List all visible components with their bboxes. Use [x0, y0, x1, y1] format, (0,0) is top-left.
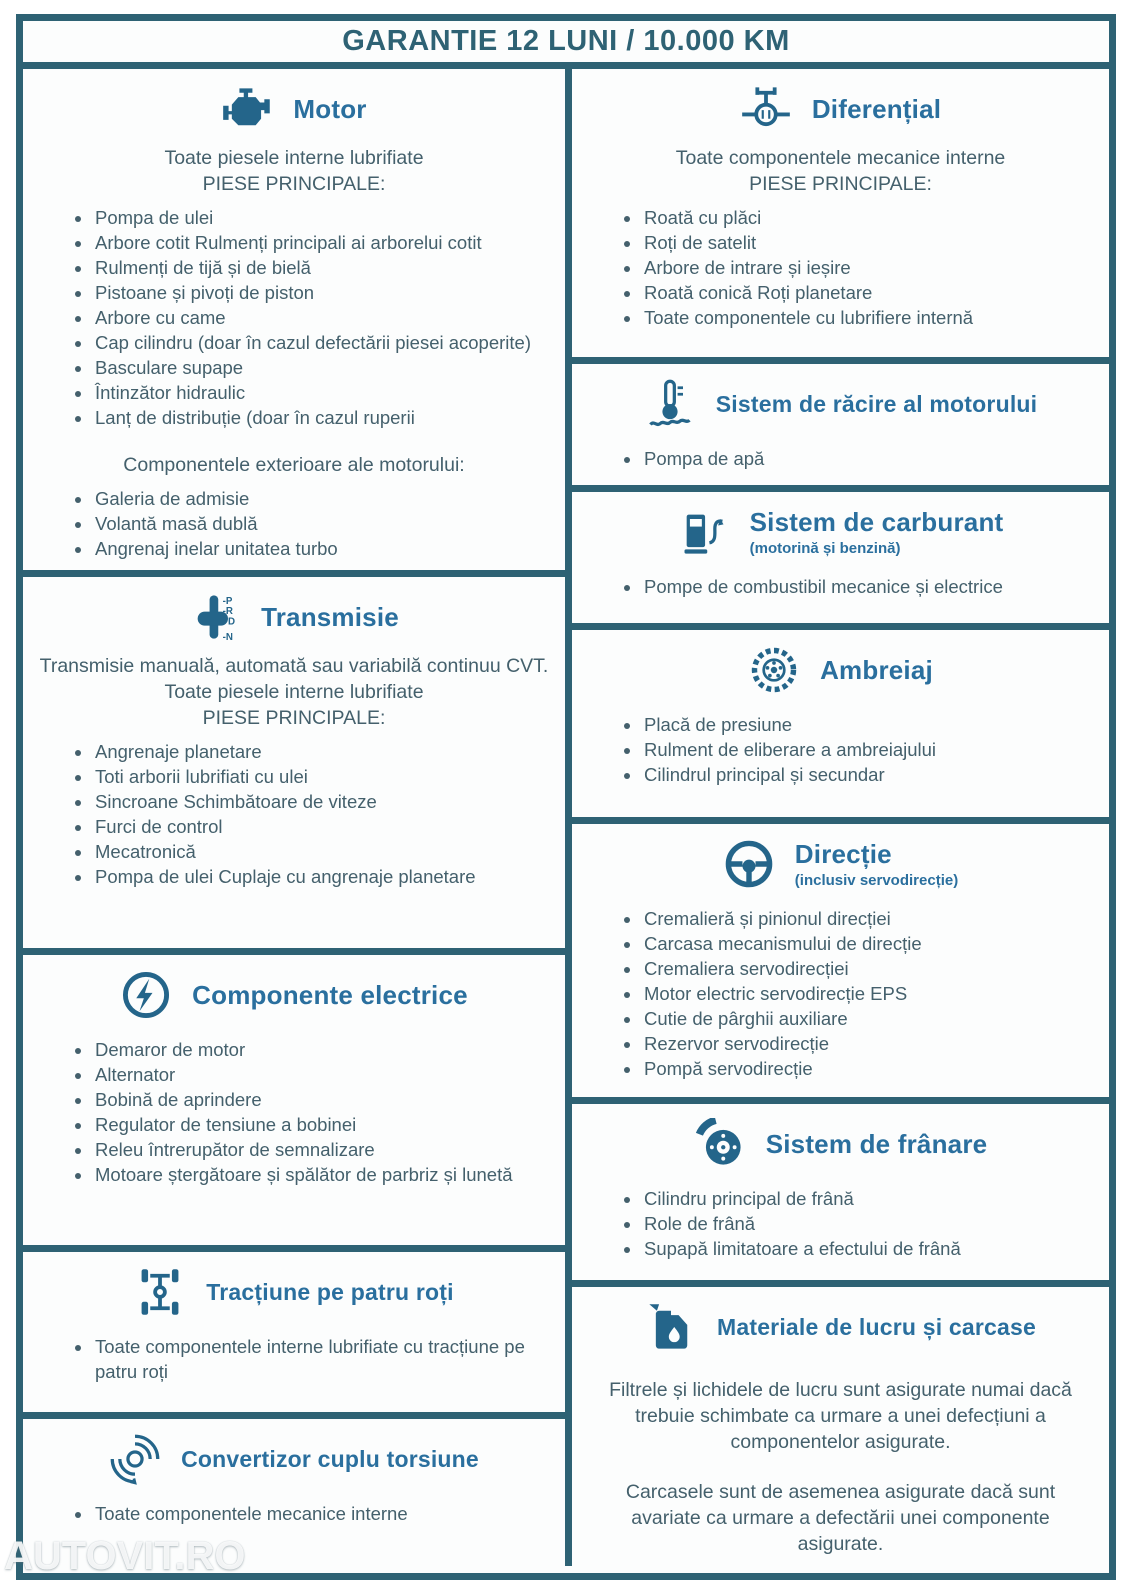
list-item: • Motoare ștergătoare și spălător de parbriz și lunetă [93, 1162, 559, 1187]
list-item: • Basculare supape [93, 355, 559, 380]
section-header [572, 630, 1109, 704]
intro-line: Toate piesele interne lubrifiate [164, 681, 424, 703]
section-header [23, 577, 565, 651]
list-item: • Cutie de pârghii auxiliare [642, 1006, 1103, 1031]
section-transmisie [23, 577, 565, 955]
list-item: • Pompa de ulei [93, 205, 559, 230]
intro-block [572, 145, 1109, 197]
list-item: • Pompă servodirecție [642, 1056, 1103, 1081]
section-subtitle: (motorină și benzină) [749, 540, 901, 557]
list-item: • Toate componentele interne lubrifiate cu tracțiune pe patru roți [93, 1334, 559, 1384]
list-item: • Cremalieră și pinionul direcției [642, 906, 1103, 931]
thermometer-icon [644, 378, 696, 430]
clutch-disc-icon [748, 644, 800, 696]
section-header [572, 492, 1109, 566]
bullet-list [624, 712, 1103, 787]
bullet-list [75, 1501, 559, 1526]
list-item: • Carcasa mecanismului de direcție [642, 931, 1103, 956]
note-paragraph: Carcasele sunt de asemenea asigurate dacă sunt avariate ca urmare a defectării unei componente asigurate. [625, 1481, 1056, 1555]
section-title-wrap [717, 1314, 1036, 1341]
list-item: • Arbore cu came [93, 305, 559, 330]
intro-block [23, 452, 565, 478]
engine-icon [221, 83, 273, 135]
list-item: • Întinzător hidraulic [93, 380, 559, 405]
section-header [572, 1104, 1109, 1178]
list-item: • Sincroane Schimbătoare de viteze [93, 789, 559, 814]
intro-line: Toate componentele mecanice interne [675, 147, 1006, 169]
gear-shifter-icon [189, 591, 241, 643]
section-title-wrap [750, 507, 1004, 557]
oil-canister-icon [645, 1301, 697, 1353]
list-item: • Bobină de aprindere [93, 1087, 559, 1112]
differential-icon [740, 83, 792, 135]
section-header [572, 364, 1109, 438]
bullet-list [75, 486, 559, 561]
section-diferential [572, 69, 1109, 364]
list-item: • Angrenaj inelar unitatea turbo [93, 536, 559, 561]
intro-line: Toate piesele interne lubrifiate [164, 147, 424, 169]
fuel-pump-icon [678, 506, 730, 558]
bullet-list [75, 205, 559, 430]
section-ambreiaj [572, 630, 1109, 824]
steering-wheel-icon [723, 838, 775, 890]
section-title: Sistem de carburant [749, 507, 1004, 537]
title-bar [23, 21, 1109, 69]
section-materiale [572, 1287, 1109, 1566]
right-column [565, 69, 1109, 1566]
list-item: • Placă de presiune [642, 712, 1103, 737]
list-item: • Cilindrul principal și secundar [642, 762, 1103, 787]
section-header [23, 955, 565, 1029]
section-title: Ambreiaj [820, 654, 933, 685]
list-item: • Toate componentele cu lubrifiere internă [642, 305, 1103, 330]
list-item: • Cremaliera servodirecției [642, 956, 1103, 981]
section-title: Transmisie [261, 601, 399, 632]
svg-text:-N: -N [222, 631, 233, 643]
section-tractiune [23, 1252, 565, 1419]
section-carburant [572, 492, 1109, 630]
intro-line: Transmisie manuală, automată sau variabilă continuu CVT. [39, 655, 549, 677]
list-item: • Roată cu plăci [642, 205, 1103, 230]
list-item: • Cap cilindru (doar în cazul defectării piesei acoperite) [93, 330, 559, 355]
section-title: Sistem de răcire al motorului [715, 390, 1038, 417]
list-item: • Releu întrerupător de semnalizare [93, 1137, 559, 1162]
list-item: • Pompe de combustibil mecanice și electrice [642, 574, 1103, 599]
list-item: • Rulment de eliberare a ambreiajului [642, 737, 1103, 762]
list-item: • Regulator de tensiune a bobinei [93, 1112, 559, 1137]
watermark: AUTOVIT.RO [4, 1534, 246, 1578]
list-item: • Motor electric servodirecție EPS [642, 981, 1103, 1006]
intro-block [23, 145, 565, 197]
section-title-wrap [820, 655, 933, 686]
intro-line: PIESE PRINCIPALE: [749, 173, 932, 195]
four-wheel-drive-icon [134, 1266, 186, 1318]
section-title-wrap [766, 1129, 988, 1160]
section-title-wrap [812, 94, 941, 125]
intro-block [23, 653, 565, 731]
list-item: • Volantă masă dublă [93, 511, 559, 536]
list-item: • Rulmenți de tijă și de bielă [93, 255, 559, 280]
list-item: • Furci de control [93, 814, 559, 839]
section-header [23, 1419, 565, 1493]
list-item: • Toti arborii lubrifiati cu ulei [93, 764, 559, 789]
section-racire [572, 364, 1109, 492]
bullet-list [75, 1037, 559, 1187]
list-item: • Demaror de motor [93, 1037, 559, 1062]
section-directie [572, 824, 1109, 1104]
list-item: • Supapă limitatoare a efectului de frână [642, 1236, 1103, 1261]
list-item: • Rezervor servodirecție [642, 1031, 1103, 1056]
list-item: • Pompa de apă [642, 446, 1103, 471]
list-item: • Arbore de intrare și ieșire [642, 255, 1103, 280]
list-item: • Cilindru principal de frână [642, 1186, 1103, 1211]
section-header [572, 824, 1109, 898]
list-item: • Arbore cotit Rulmenți principali ai arborelui cotit [93, 230, 559, 255]
torque-converter-icon [109, 1433, 161, 1485]
bullet-list [624, 205, 1103, 330]
section-header [23, 1252, 565, 1326]
bullet-list [624, 446, 1103, 471]
svg-text:-R: -R [222, 605, 233, 617]
section-title-wrap [192, 980, 468, 1011]
intro-line: PIESE PRINCIPALE: [202, 173, 386, 195]
section-title-wrap [261, 602, 399, 633]
left-column [23, 69, 565, 1566]
section-title: Diferențial [811, 93, 942, 124]
list-item: • Angrenaje planetare [93, 739, 559, 764]
section-header [23, 69, 565, 143]
section-title: Motor [293, 93, 367, 124]
list-item: • Pistoane și pivoți de piston [93, 280, 559, 305]
section-subtitle: (inclusiv servodirecție) [794, 872, 959, 889]
note-paragraph: Filtrele și lichidele de lucru sunt asigurate numai dacă trebuie schimbate ca urmare a unei defecțiuni a componentelor asigurate. [609, 1379, 1072, 1453]
list-item: • Roți de satelit [642, 230, 1103, 255]
bullet-list [624, 906, 1103, 1081]
list-item: • Lanț de distribuție (doar în cazul ruperii [93, 405, 559, 430]
section-title: Componente electrice [192, 979, 468, 1010]
section-title: Materiale de lucru și carcase [716, 1313, 1037, 1340]
list-item: • Role de frână [642, 1211, 1103, 1236]
brake-disc-icon [694, 1118, 746, 1170]
section-header [572, 1287, 1109, 1361]
section-franare [572, 1104, 1109, 1287]
intro-line: Componentele exterioare ale motorului: [123, 454, 465, 476]
warranty-frame [16, 14, 1116, 1580]
section-title-wrap [206, 1279, 453, 1306]
section-electrice [23, 955, 565, 1252]
columns [23, 69, 1109, 1566]
page-title: GARANTIE 12 LUNI / 10.000 KM [342, 25, 790, 57]
bullet-list [75, 1334, 559, 1384]
svg-text:D: D [228, 616, 236, 628]
section-title: Sistem de frânare [765, 1128, 988, 1159]
list-item: • Alternator [93, 1062, 559, 1087]
section-title-wrap [181, 1446, 479, 1473]
list-item: • Roată conică Roți planetare [642, 280, 1103, 305]
section-title: Convertizor cuplu torsiune [181, 1445, 479, 1472]
list-item: • Galeria de admisie [93, 486, 559, 511]
section-header [572, 69, 1109, 143]
section-title-wrap [795, 839, 958, 889]
section-title: Direcție [794, 839, 892, 869]
lightning-circle-icon [120, 969, 172, 1021]
bullet-list [624, 574, 1103, 599]
intro-line: PIESE PRINCIPALE: [202, 707, 386, 729]
list-item: • Pompa de ulei Cuplaje cu angrenaje planetare [93, 864, 559, 889]
section-title-wrap [293, 94, 366, 125]
bullet-list [75, 739, 559, 889]
list-item: • Mecatronică [93, 839, 559, 864]
svg-text:-P: -P [222, 596, 233, 607]
section-title-wrap [716, 391, 1038, 418]
list-item: • Toate componentele mecanice interne [93, 1501, 559, 1526]
bullet-list [624, 1186, 1103, 1261]
section-title: Tracțiune pe patru roți [206, 1278, 454, 1305]
section-motor [23, 69, 565, 577]
